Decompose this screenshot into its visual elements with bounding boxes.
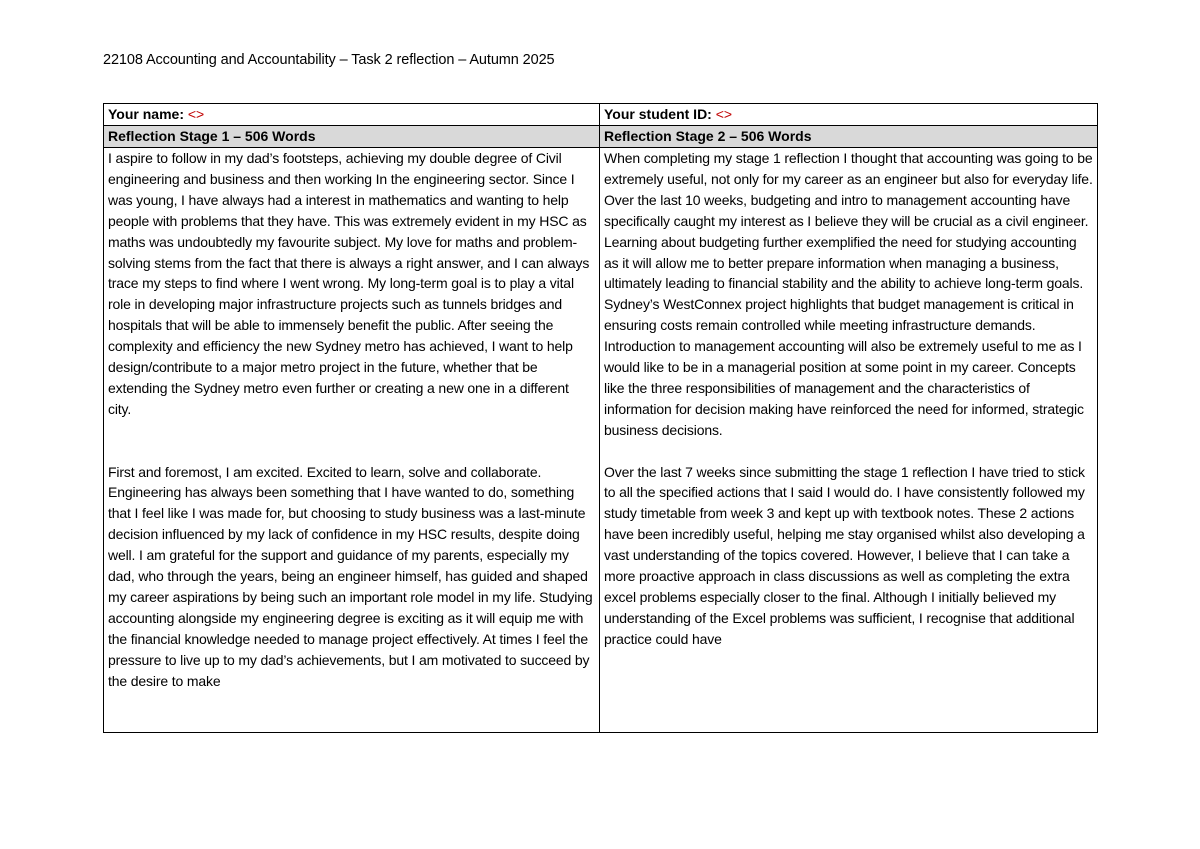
paragraph-spacer — [108, 420, 595, 462]
stage1-heading: Reflection Stage 1 – 506 Words — [104, 126, 600, 148]
reflection-body-row — [104, 148, 1098, 733]
stage1-text-cell[interactable] — [104, 148, 600, 733]
stage-heading-row — [104, 126, 1098, 148]
paragraph-spacer — [604, 441, 1093, 462]
stage1-paragraph-2: First and foremost, I am excited. Excited to learn, solve and collaborate. Engineering has always been something that I have wanted to do, something that I feel like I was made for, but choosing to study business was a last-minute decision influenced by my lack of confidence in my HSC results, despite doing well. I am grateful for the support and guidance of my parents, especially my dad, who through the years, being an engineer himself, has guided and shaped my career aspirations by being such an important role model in my life. Studying accounting alongside my engineering degree is exciting as it will equip me with the financial knowledge needed to manage project effectively. At times I feel the pressure to live up to my dad’s achievements, but I am motivated to succeed by the desire to make — [108, 463, 593, 689]
document-title: 22108 Accounting and Accountability – Task 2 reflection – Autumn 2025 — [103, 52, 555, 68]
reflection-table — [103, 103, 1098, 733]
name-placeholder[interactable]: <> — [187, 106, 205, 122]
name-label: Your name: — [108, 106, 184, 122]
student-id-cell[interactable] — [600, 104, 1098, 126]
identity-row — [104, 104, 1098, 126]
stage2-paragraph-2: Over the last 7 weeks since submitting the stage 1 reflection I have tried to stick to all the specified actions that I said I would do. I have consistently followed my study timetable from week 3 and kept up with textbook notes. These 2 actions have been incredibly useful, helping me stay organised whilst also developing a vast understanding of the topics covered. However, I believe that I can take a more proactive approach in class discussions as well as completing the extra excel problems especially closer to the final. Although I initially believed my understanding of the Excel problems was sufficient, I recognise that additional practice could have — [604, 463, 1085, 647]
student-id-label: Your student ID: — [604, 106, 712, 122]
stage2-heading: Reflection Stage 2 – 506 Words — [600, 126, 1098, 148]
stage2-paragraph-1: When completing my stage 1 reflection I thought that accounting was going to be extremely useful, not only for my career as an engineer but also for everyday life. Over the last 10 weeks, budgeting and intro to management accounting have specifically caught my interest as I believe they will be crucial as a civil engineer. Learning about budgeting further exemplified the need for studying accounting as it will allow me to better prepare information when managing a business, ultimately leading to financial stability and the ability to achieve long-term goals. Sydney’s WestConnex project highlights that budget management is critical in ensuring costs remain controlled while meeting infrastructure demands. Introduction to management accounting will also be extremely useful to me as I would like to be in a managerial position at some point in my career. Concepts like the three responsibilities of management and the characteristics of information for decision making have reinforced the need for informed, strategic business decisions. — [604, 150, 1093, 438]
student-id-placeholder[interactable]: <> — [715, 106, 733, 122]
name-cell[interactable] — [104, 104, 600, 126]
stage1-paragraph-1: I aspire to follow in my dad’s footsteps, achieving my double degree of Civil engineering and business and then working In the engineering sector. Since I was young, I have always had a interest in mathematics and wanting to help people with problems that they have. This was extremely evident in my HSC as maths was undoubtedly my favourite subject. My love for maths and problem-solving stems from the fact that there is always a right answer, and I can always trace my steps to find where I went wrong. My long-term goal is to play a vital role in developing major infrastructure projects such as tunnels bridges and hospitals that will be able to immensely benefit the public. After seeing the complexity and efficiency the new Sydney metro has achieved, I want to help design/contribute to a major metro project in the future, whether that be extending the Sydney metro even further or creating a new one in a different city. — [108, 150, 590, 417]
stage2-text-cell[interactable] — [600, 148, 1098, 733]
